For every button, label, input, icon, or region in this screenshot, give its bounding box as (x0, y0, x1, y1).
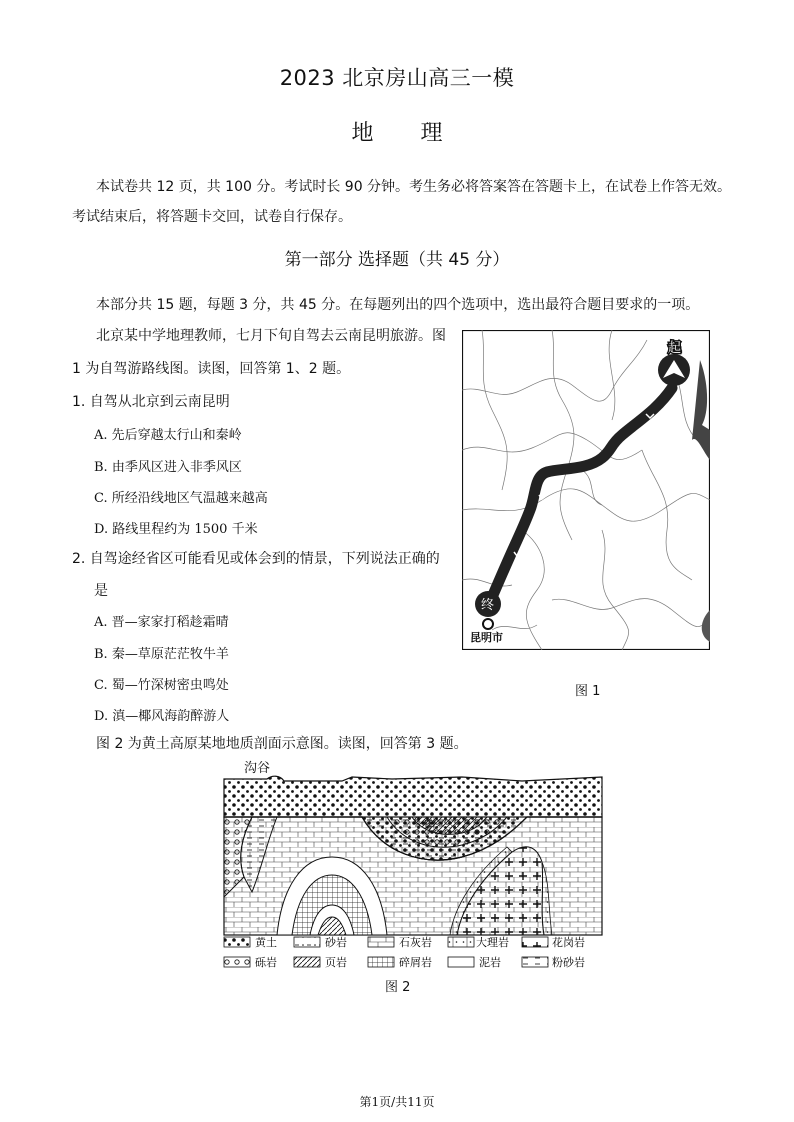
legend-swatch-limestone (368, 937, 394, 947)
question-1-stem: 1. 自驾从北京到云南昆明 (72, 394, 230, 410)
legend-label-granite: 花岗岩 (552, 936, 585, 949)
subject-text: 地 理 (351, 121, 443, 146)
question-2-option-d: D. 滇—椰风海韵醉游人 (94, 709, 230, 724)
question-2-stem-line-2: 是 (94, 583, 108, 599)
question-2-stem-line-1: 2. 自驾途经省区可能看见或体会到的情景，下列说法正确的 (72, 551, 440, 567)
legend-label-mudstone: 泥岩 (479, 956, 501, 969)
context-1-line-2: 1 为自驾游路线图。读图，回答第 1、2 题。 (72, 361, 351, 377)
question-1-option-c: C. 所经沿线地区气温越来越高 (94, 491, 268, 506)
legend-swatch-conglomerate (224, 957, 250, 967)
section-instruction: 本部分共 15 题，每题 3 分，共 45 分。在每题列出的四个选项中，选出最符合题目要求的一项。 (96, 297, 700, 313)
end-label: 终 (481, 598, 495, 613)
legend-swatch-breccia (368, 957, 394, 967)
legend-swatch-marble (448, 937, 474, 947)
legend-label-marble: 大理岩 (476, 936, 509, 949)
context-2-line: 图 2 为黄土高原某地地质剖面示意图。读图，回答第 3 题。 (96, 736, 468, 752)
geology-section (222, 757, 614, 977)
legend-label-siltstone: 粉砂岩 (552, 956, 585, 969)
kunming-point (483, 619, 493, 629)
figure-2-caption: 图 2 (385, 980, 411, 995)
legend-swatch-loess (224, 937, 250, 947)
intro-line-2: 考试结束后，将答题卡交回，试卷自行保存。 (72, 209, 352, 225)
subject-title (0, 116, 794, 147)
legend-label-limestone: 石灰岩 (399, 936, 432, 949)
legend-label-shale: 页岩 (325, 956, 347, 969)
question-2-option-c: C. 蜀—竹深树密虫鸣处 (94, 678, 229, 693)
page-footer: 第1页/共11页 (359, 1095, 435, 1109)
question-2-option-a: A. 晋—家家打稻趁霜晴 (94, 615, 229, 630)
legend-swatch-granite (522, 937, 548, 947)
legend-swatch-shale (294, 957, 320, 967)
legend (224, 935, 585, 969)
legend-swatch-siltstone (522, 957, 548, 967)
route-map (462, 330, 710, 650)
question-1-option-a: A. 先后穿越太行山和秦岭 (94, 428, 242, 443)
start-label: 起 (668, 341, 682, 356)
intro-line-1: 本试卷共 12 页，共 100 分。考试时长 90 分钟。考生务必将答案答在答题卡上，在试卷上作答无效。 (96, 179, 732, 195)
context-1-line-1: 北京某中学地理教师，七月下旬自驾去云南昆明旅游。图 (96, 328, 446, 344)
city-label: 昆明市 (470, 631, 503, 644)
legend-label-conglomerate: 砾岩 (255, 956, 277, 969)
section-heading: 第一部分 选择题（共 45 分） (284, 250, 510, 270)
question-1-option-d: D. 路线里程约为 1500 千米 (94, 522, 258, 537)
valley-label: 沟谷 (244, 761, 271, 776)
jia-label: 甲 (424, 819, 437, 833)
legend-label-loess: 黄土 (255, 936, 277, 949)
legend-label-sandstone: 砂岩 (325, 936, 347, 949)
legend-label-breccia: 碎屑岩 (399, 956, 432, 969)
document-title: 2023 北京房山高三一模 (279, 66, 515, 90)
legend-swatch-mudstone (448, 957, 474, 967)
figure-1-caption: 图 1 (575, 684, 601, 699)
question-2-option-b: B. 秦—草原茫茫牧牛羊 (94, 647, 229, 662)
question-1-option-b: B. 由季风区进入非季风区 (94, 460, 242, 475)
legend-swatch-sandstone (294, 937, 320, 947)
